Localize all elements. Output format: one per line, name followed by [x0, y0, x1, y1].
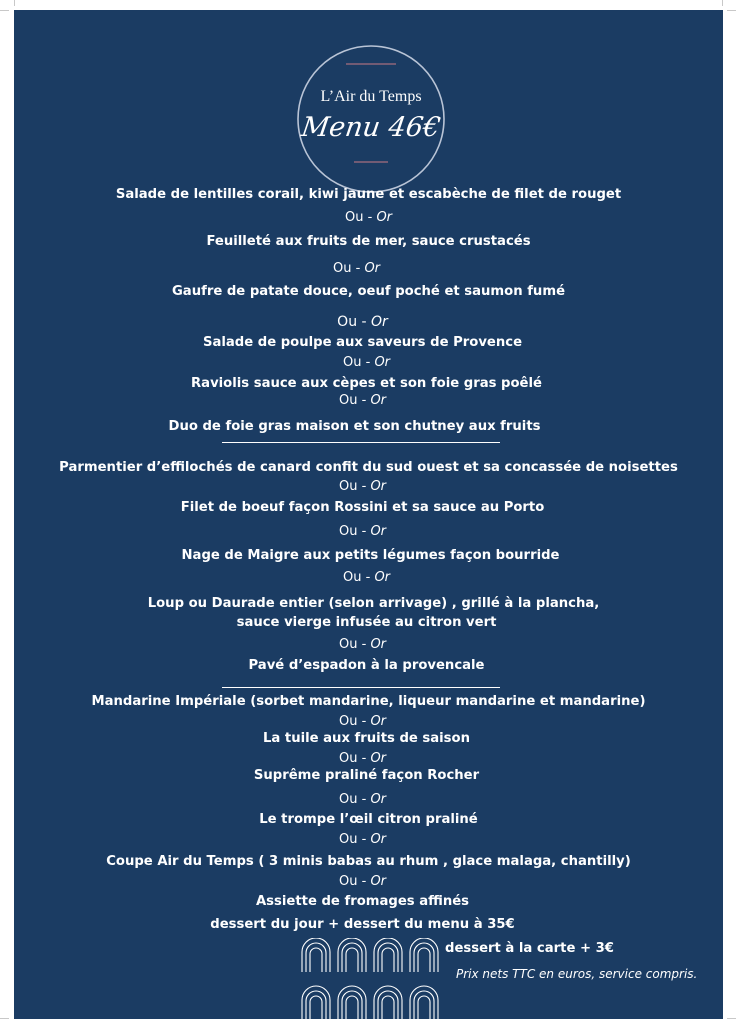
arch-pattern-icon: [298, 938, 442, 1019]
restaurant-logo: [296, 44, 446, 194]
or-separator: Ou - Or: [338, 792, 387, 807]
or-separator: Ou - Or: [338, 832, 387, 847]
starter-item: Duo de foie gras maison et son chutney aux fruits: [168, 419, 541, 434]
dessert-item: La tuile aux fruits de saison: [263, 731, 470, 746]
main-item: Pavé d’espadon à la provencale: [248, 658, 485, 673]
or-separator: Ou - Or: [342, 355, 391, 370]
crop-mark: [0, 10, 9, 11]
dessert-item: Assiette de fromages affinés: [255, 894, 470, 909]
crop-mark: [727, 1018, 736, 1019]
starter-item: Salade de poulpe aux saveurs de Provence: [202, 335, 523, 350]
menu-page: [14, 10, 723, 1019]
restaurant-name: L’Air du Temps: [320, 88, 422, 105]
section-divider: [222, 442, 500, 443]
dessert-carte-supplement: dessert à la carte + 3€: [445, 941, 614, 956]
crop-mark: [727, 10, 736, 11]
or-separator: Ou - Or: [337, 314, 388, 330]
section-divider: [222, 687, 500, 688]
starter-item: Raviolis sauce aux cèpes et son foie gras poêlé: [191, 376, 542, 391]
main-item: Nage de Maigre aux petits légumes façon bourride: [181, 548, 560, 563]
or-separator: Ou - Or: [332, 261, 381, 276]
or-separator: Ou - Or: [338, 393, 387, 408]
crop-mark: [0, 1018, 9, 1019]
crop-mark: [722, 0, 723, 6]
or-separator: Ou - Or: [338, 751, 387, 766]
or-separator: Ou - Or: [338, 637, 387, 652]
crop-mark: [14, 0, 15, 6]
starter-item: Gaufre de patate douce, oeuf poché et saumon fumé: [171, 284, 566, 299]
dessert-item: Mandarine Impériale (sorbet mandarine, liqueur mandarine et mandarine): [91, 694, 646, 709]
main-item: sauce vierge infusée au citron vert: [236, 615, 497, 630]
or-separator: Ou - Or: [338, 714, 387, 729]
or-separator: Ou - Or: [338, 524, 387, 539]
or-separator: Ou - Or: [338, 874, 387, 889]
or-separator: Ou - Or: [344, 210, 393, 225]
dessert-item: Le trompe l’œil citron praliné: [259, 812, 478, 827]
main-item: Filet de boeuf façon Rossini et sa sauce au Porto: [180, 500, 545, 515]
or-separator: Ou - Or: [342, 570, 391, 585]
starter-item: Feuilleté aux fruits de mer, sauce crustacés: [206, 234, 531, 249]
dessert-item: Coupe Air du Temps ( 3 minis babas au rhum , glace malaga, chantilly): [106, 854, 631, 869]
main-item: Loup ou Daurade entier (selon arrivage) , grillé à la plancha,: [147, 596, 600, 611]
dessert-offer: dessert du jour + dessert du menu à 35€: [210, 917, 515, 932]
or-separator: Ou - Or: [338, 479, 387, 494]
dessert-item: Suprême praliné façon Rocher: [253, 768, 480, 783]
main-item: Parmentier d’effilochés de canard confit du sud ouest et sa concassée de noisettes: [59, 460, 678, 475]
price-note: Prix nets TTC en euros, service compris.: [456, 967, 698, 981]
starter-item: Salade de lentilles corail, kiwi jaune et escabèche de filet de rouget: [115, 187, 622, 202]
menu-title: Menu 46€: [299, 112, 443, 143]
